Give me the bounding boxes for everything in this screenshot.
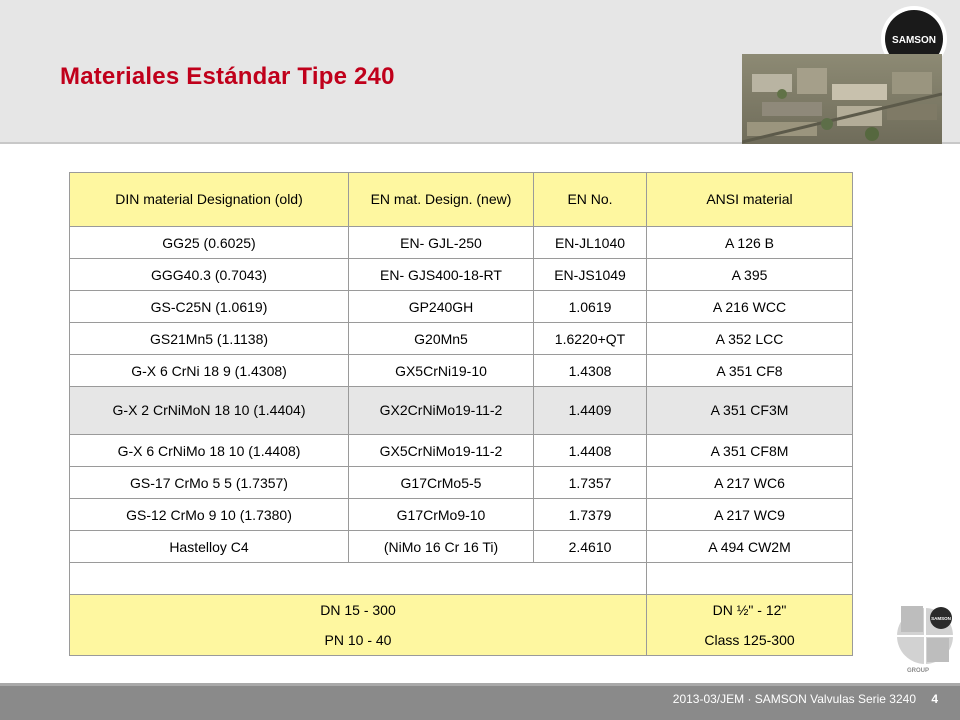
cell-en-no: 2.4610 bbox=[534, 531, 647, 563]
cell-en-design: GX5CrNi19-10 bbox=[349, 355, 534, 387]
cell-en-no: EN-JL1040 bbox=[534, 227, 647, 259]
table-spacer-row bbox=[70, 563, 853, 595]
cell-en-design: EN- GJL-250 bbox=[349, 227, 534, 259]
cell-din: GGG40.3 (0.7043) bbox=[70, 259, 349, 291]
table-row bbox=[70, 531, 853, 563]
cell-ansi: A 216 WCC bbox=[647, 291, 853, 323]
cell-din: Hastelloy C4 bbox=[70, 531, 349, 563]
cell-en-design: EN- GJS400-18-RT bbox=[349, 259, 534, 291]
table-row bbox=[70, 435, 853, 467]
cell-en-no: 1.6220+QT bbox=[534, 323, 647, 355]
cell-din: GS21Mn5 (1.1138) bbox=[70, 323, 349, 355]
cell-en-no: 1.7379 bbox=[534, 499, 647, 531]
cell-en-design: G17CrMo5-5 bbox=[349, 467, 534, 499]
cell-ansi: A 494 CW2M bbox=[647, 531, 853, 563]
cell-en-design: G17CrMo9-10 bbox=[349, 499, 534, 531]
table-row bbox=[70, 323, 853, 355]
en-pn-range: PN 10 - 40 bbox=[324, 632, 392, 648]
header-en-no: EN No. bbox=[534, 173, 647, 227]
ansi-class-range: Class 125-300 bbox=[704, 632, 795, 648]
cell-din: GG25 (0.6025) bbox=[70, 227, 349, 259]
cell-ansi: A 217 WC6 bbox=[647, 467, 853, 499]
table-row bbox=[70, 387, 853, 435]
table-footer-row bbox=[70, 595, 853, 656]
ansi-range-cell bbox=[647, 595, 853, 656]
materials-table bbox=[69, 172, 853, 656]
header-en-design: EN mat. Design. (new) bbox=[349, 173, 534, 227]
materials-table-wrapper bbox=[69, 172, 852, 667]
table-row bbox=[70, 291, 853, 323]
cell-ansi: A 126 B bbox=[647, 227, 853, 259]
table-row bbox=[70, 355, 853, 387]
cell-din: G-X 2 CrNiMoN 18 10 (1.4404) bbox=[70, 387, 349, 435]
page-title: Materiales Estándar Tipe 240 bbox=[60, 63, 395, 90]
cell-en-no: 1.4409 bbox=[534, 387, 647, 435]
samson-group-logo bbox=[893, 600, 958, 675]
factory-aerial-photo bbox=[742, 54, 942, 144]
group-label: GROUP bbox=[907, 668, 930, 674]
footer-caption: 2013-03/JEM · SAMSON Valvulas Serie 3240 bbox=[672, 692, 916, 706]
en-dn-range: DN 15 - 300 bbox=[320, 602, 396, 618]
cell-ansi: A 351 CF8M bbox=[647, 435, 853, 467]
cell-din: G-X 6 CrNiMo 18 10 (1.4408) bbox=[70, 435, 349, 467]
cell-en-design: GX5CrNiMo19-11-2 bbox=[349, 435, 534, 467]
cell-din: GS-12 CrMo 9 10 (1.7380) bbox=[70, 499, 349, 531]
cell-en-design: GX2CrNiMo19-11-2 bbox=[349, 387, 534, 435]
cell-ansi: A 352 LCC bbox=[647, 323, 853, 355]
cell-en-no: 1.7357 bbox=[534, 467, 647, 499]
table-header-row bbox=[70, 173, 853, 227]
cell-en-design: (NiMo 16 Cr 16 Ti) bbox=[349, 531, 534, 563]
page-number: 4 bbox=[931, 692, 938, 706]
cell-ansi: A 217 WC9 bbox=[647, 499, 853, 531]
cell-ansi: A 395 bbox=[647, 259, 853, 291]
cell-ansi: A 351 CF3M bbox=[647, 387, 853, 435]
group-logo-text: SAMSON bbox=[931, 616, 951, 621]
cell-ansi: A 351 CF8 bbox=[647, 355, 853, 387]
en-range-cell bbox=[70, 595, 647, 656]
cell-en-no: EN-JS1049 bbox=[534, 259, 647, 291]
header-ansi: ANSI material bbox=[647, 173, 853, 227]
cell-en-no: 1.0619 bbox=[534, 291, 647, 323]
table-row bbox=[70, 467, 853, 499]
logo-text: SAMSON bbox=[892, 35, 936, 46]
empty-cell bbox=[647, 563, 853, 595]
empty-cell bbox=[70, 563, 647, 595]
cell-en-no: 1.4308 bbox=[534, 355, 647, 387]
cell-din: G-X 6 CrNi 18 9 (1.4308) bbox=[70, 355, 349, 387]
cell-din: GS-C25N (1.0619) bbox=[70, 291, 349, 323]
cell-din: GS-17 CrMo 5 5 (1.7357) bbox=[70, 467, 349, 499]
cell-en-design: GP240GH bbox=[349, 291, 534, 323]
header-din: DIN material Designation (old) bbox=[70, 173, 349, 227]
table-row bbox=[70, 227, 853, 259]
table-row bbox=[70, 259, 853, 291]
table-row bbox=[70, 499, 853, 531]
cell-en-design: G20Mn5 bbox=[349, 323, 534, 355]
ansi-dn-range: DN ½" - 12" bbox=[712, 602, 787, 618]
cell-en-no: 1.4408 bbox=[534, 435, 647, 467]
footer-strip bbox=[0, 683, 960, 686]
